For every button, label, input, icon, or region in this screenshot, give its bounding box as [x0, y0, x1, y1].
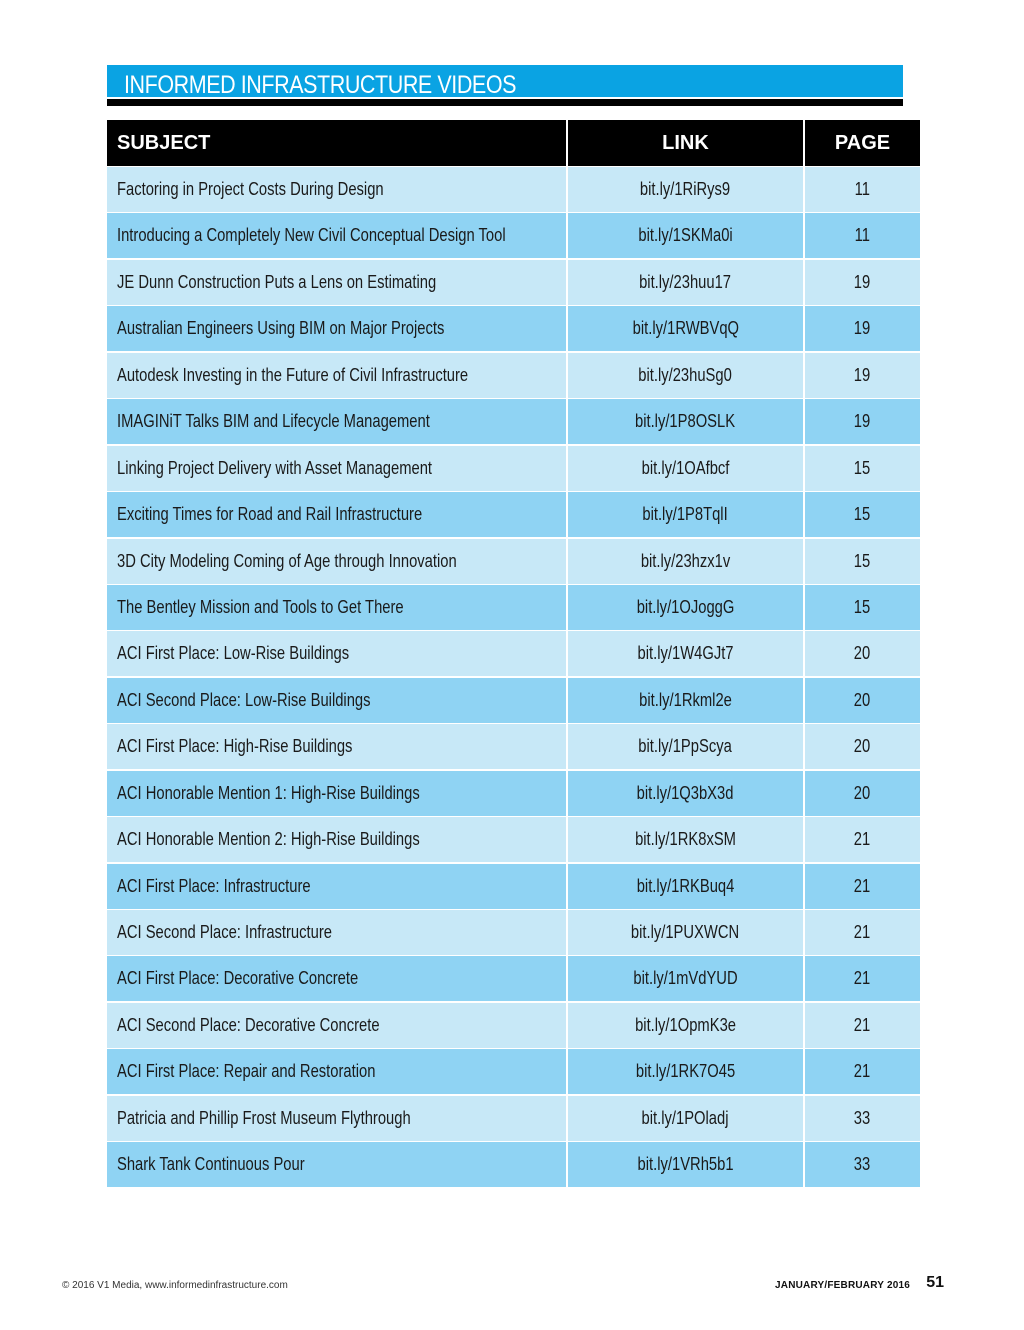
cell-subject: ACI Honorable Mention 2: High-Rise Buildings: [107, 817, 566, 862]
cell-link[interactable]: bit.ly/1P8TqlI: [568, 492, 803, 537]
table-row: [107, 1049, 920, 1094]
cell-page: 20: [805, 724, 920, 769]
cell-page: 21: [805, 910, 920, 955]
table-row: [107, 1096, 920, 1141]
cell-subject: 3D City Modeling Coming of Age through Innovation: [107, 539, 566, 584]
cell-link[interactable]: bit.ly/1OJoggG: [568, 585, 803, 630]
cell-page: 19: [805, 353, 920, 398]
cell-subject: ACI First Place: Low-Rise Buildings: [107, 631, 566, 676]
table-row: [107, 724, 920, 769]
header-link: LINK: [568, 120, 803, 166]
cell-subject: Exciting Times for Road and Rail Infrastructure: [107, 492, 566, 537]
table-row: [107, 353, 920, 398]
table-row: [107, 539, 920, 584]
cell-subject: ACI First Place: Infrastructure: [107, 864, 566, 909]
cell-page: 19: [805, 260, 920, 305]
cell-link[interactable]: bit.ly/1RK7O45: [568, 1049, 803, 1094]
cell-subject: JE Dunn Construction Puts a Lens on Estimating: [107, 260, 566, 305]
cell-link[interactable]: bit.ly/1OAfbcf: [568, 446, 803, 491]
cell-page: 21: [805, 956, 920, 1001]
cell-link[interactable]: bit.ly/1RiRys9: [568, 167, 803, 212]
cell-link[interactable]: bit.ly/1PUXWCN: [568, 910, 803, 955]
section-title: INFORMED INFRASTRUCTURE VIDEOS: [124, 71, 517, 99]
cell-link[interactable]: bit.ly/1mVdYUD: [568, 956, 803, 1001]
banner-rule: [107, 99, 903, 106]
table-row: [107, 167, 920, 212]
cell-page: 20: [805, 631, 920, 676]
footer-copyright: © 2016 V1 Media, www.informedinfrastructure.com: [62, 1280, 288, 1291]
cell-subject: Australian Engineers Using BIM on Major Projects: [107, 306, 566, 351]
cell-link[interactable]: bit.ly/1PpScya: [568, 724, 803, 769]
cell-subject: Patricia and Phillip Frost Museum Flythrough: [107, 1096, 566, 1141]
cell-link[interactable]: bit.ly/1OpmK3e: [568, 1003, 803, 1048]
cell-subject: ACI First Place: Decorative Concrete: [107, 956, 566, 1001]
table-row: [107, 446, 920, 491]
header-page: PAGE: [805, 120, 920, 166]
cell-page: 15: [805, 539, 920, 584]
cell-subject: Factoring in Project Costs During Design: [107, 167, 566, 212]
cell-link[interactable]: bit.ly/23hzx1v: [568, 539, 803, 584]
table-row: [107, 585, 920, 630]
cell-page: 15: [805, 446, 920, 491]
cell-link[interactable]: bit.ly/23huu17: [568, 260, 803, 305]
cell-page: 11: [805, 167, 920, 212]
cell-subject: Linking Project Delivery with Asset Management: [107, 446, 566, 491]
cell-link[interactable]: bit.ly/1VRh5b1: [568, 1142, 803, 1187]
cell-link[interactable]: bit.ly/1Q3bX3d: [568, 771, 803, 816]
cell-link[interactable]: bit.ly/1Rkml2e: [568, 678, 803, 723]
footer-issue: JANUARY/FEBRUARY 2016: [775, 1280, 910, 1291]
cell-page: 15: [805, 492, 920, 537]
table-row: [107, 678, 920, 723]
cell-page: 19: [805, 399, 920, 444]
table-row: [107, 260, 920, 305]
cell-subject: Autodesk Investing in the Future of Civil Infrastructure: [107, 353, 566, 398]
header-subject: SUBJECT: [107, 120, 566, 166]
cell-subject: IMAGINiT Talks BIM and Lifecycle Management: [107, 399, 566, 444]
table-row: [107, 956, 920, 1001]
cell-subject: ACI First Place: High-Rise Buildings: [107, 724, 566, 769]
cell-page: 11: [805, 213, 920, 258]
cell-page: 20: [805, 678, 920, 723]
cell-link[interactable]: bit.ly/1RKBuq4: [568, 864, 803, 909]
table-row: [107, 631, 920, 676]
table-row: [107, 399, 920, 444]
cell-subject: ACI Second Place: Decorative Concrete: [107, 1003, 566, 1048]
cell-link[interactable]: bit.ly/1RK8xSM: [568, 817, 803, 862]
cell-page: 15: [805, 585, 920, 630]
page-number: 51: [926, 1274, 944, 1291]
cell-link[interactable]: bit.ly/23huSg0: [568, 353, 803, 398]
cell-subject: ACI First Place: Repair and Restoration: [107, 1049, 566, 1094]
table-row: [107, 910, 920, 955]
cell-page: 21: [805, 864, 920, 909]
cell-page: 33: [805, 1142, 920, 1187]
table-row: [107, 492, 920, 537]
table-row: [107, 306, 920, 351]
cell-link[interactable]: bit.ly/1P8OSLK: [568, 399, 803, 444]
cell-page: 33: [805, 1096, 920, 1141]
cell-page: 20: [805, 771, 920, 816]
cell-subject: ACI Second Place: Low-Rise Buildings: [107, 678, 566, 723]
table-row: [107, 1142, 920, 1187]
cell-link[interactable]: bit.ly/1W4GJt7: [568, 631, 803, 676]
cell-subject: The Bentley Mission and Tools to Get There: [107, 585, 566, 630]
cell-page: 21: [805, 817, 920, 862]
cell-page: 21: [805, 1003, 920, 1048]
table-row: [107, 817, 920, 862]
cell-link[interactable]: bit.ly/1SKMa0i: [568, 213, 803, 258]
cell-subject: ACI Honorable Mention 1: High-Rise Buildings: [107, 771, 566, 816]
cell-subject: ACI Second Place: Infrastructure: [107, 910, 566, 955]
table-row: [107, 864, 920, 909]
videos-table: [107, 120, 920, 1189]
table-row: [107, 213, 920, 258]
table-body: [107, 167, 920, 1187]
cell-subject: Shark Tank Continuous Pour: [107, 1142, 566, 1187]
table-row: [107, 1003, 920, 1048]
table-header: [107, 120, 920, 166]
cell-page: 19: [805, 306, 920, 351]
table-row: [107, 771, 920, 816]
cell-page: 21: [805, 1049, 920, 1094]
cell-link[interactable]: bit.ly/1RWBVqQ: [568, 306, 803, 351]
cell-link[interactable]: bit.ly/1POladj: [568, 1096, 803, 1141]
cell-subject: Introducing a Completely New Civil Conceptual Design Tool: [107, 213, 566, 258]
